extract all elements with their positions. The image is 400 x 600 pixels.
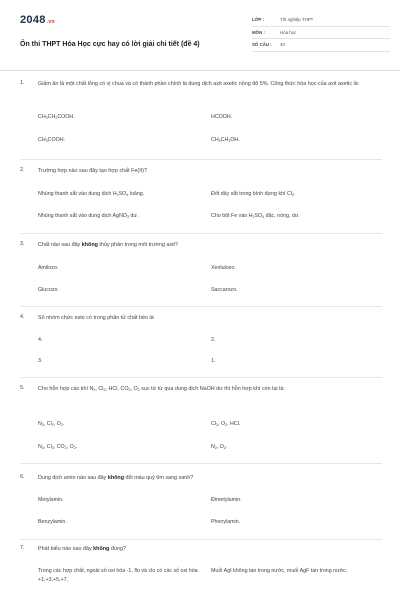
document-header	[20, 12, 390, 64]
option-d[interactable]: Cho bột Fe vào $H_2SO_4$ đặc, nóng, dư.	[211, 213, 300, 219]
option-c[interactable]: 3.	[38, 358, 43, 364]
option-a[interactable]: Amilozo.	[38, 265, 59, 271]
option-c[interactable]: $N_2$, $Cl_2$, $CO_2$, $O_2$.	[38, 444, 78, 450]
site-logo[interactable]	[20, 14, 55, 26]
meta-row-subject	[252, 27, 390, 40]
question-number: 2.	[20, 167, 25, 173]
option-a[interactable]: $CH_3CH_2COOH$.	[38, 114, 75, 120]
option-c[interactable]: Glucozo.	[38, 287, 59, 293]
question-number: 3.	[20, 241, 25, 247]
question-number: 6.	[20, 474, 25, 480]
option-b[interactable]: Xenlulozo.	[211, 265, 236, 271]
meta-table	[252, 14, 390, 52]
logo-suffix: .vn	[46, 19, 55, 25]
question-number: 1.	[20, 80, 25, 86]
question-text: Trường hợp nào sau đây tạo hợp chất Fe(II)?	[38, 168, 148, 174]
option-a[interactable]: Nhúng thanh sắt vào dung dịch $H_2SO_4$ loãng.	[38, 191, 145, 197]
logo-text: 2048	[20, 14, 46, 26]
question-text-emphasis: không	[107, 475, 124, 481]
question-divider	[20, 233, 382, 234]
question-text	[38, 545, 368, 554]
option-d[interactable]: 1.	[211, 358, 216, 364]
question-text-part: đúng?	[109, 546, 126, 552]
option-c[interactable]: $CH_3COOH$.	[38, 137, 66, 143]
option-a[interactable]: Trong các hợp chất, ngoài số oxi hóa -1, flo và clo có các số oxi hóa +1,+3,+5,+7.	[38, 568, 198, 583]
question-text-emphasis: không	[93, 546, 110, 552]
question-divider	[20, 539, 382, 540]
question-divider	[20, 159, 382, 160]
option-a[interactable]: $N_2$, $Cl_2$, $O_2$.	[38, 421, 65, 427]
question-text-part: Phát biểu nào sau đây	[38, 546, 94, 552]
question-divider	[20, 463, 382, 464]
question-number: 4.	[20, 314, 25, 320]
meta-value: Hóa học	[280, 29, 297, 35]
page-title: Ôn thi THPT Hóa Học cực hay có lời giải chi tiết (đề 4)	[20, 41, 200, 48]
meta-key: LỚP :	[252, 17, 264, 23]
question-text: Cho hỗn hợp các khí $N_2$, $Cl_2$, HCl, $CO_2$, $O_2$ sục từ từ qua dung dịch NaOH dư thì hỗn hợp khí còn lại là:	[38, 386, 285, 392]
question-text-part: thủy phân trong môi trường axit?	[97, 242, 178, 248]
option-b[interactable]: HCOOH.	[211, 114, 233, 120]
option-d[interactable]: Phenylamin.	[211, 519, 241, 525]
question-number: 5.	[20, 385, 25, 391]
question-text	[38, 241, 368, 250]
meta-row-count	[252, 39, 390, 52]
question-text: Số nhóm chức este có trong phân tử chất béo là	[38, 315, 154, 321]
meta-key: SỐ CÂU :	[252, 42, 272, 48]
option-b[interactable]: $Cl_2$, $O_2$, HCl.	[211, 421, 241, 427]
option-b[interactable]: Đimetylamin.	[211, 497, 242, 503]
question-divider	[20, 306, 382, 307]
meta-row-grade	[252, 14, 390, 27]
option-c[interactable]: Benzylamin.	[38, 519, 67, 525]
question-text-part: đổi màu quỳ tím sang xanh?	[124, 475, 194, 481]
question-text: Giấm ăn là một chất lỏng có vị chua và có thành phần chính là dung dịch axit axetic nồng độ 5%. Công thức hóa học của axit axetic là:	[38, 81, 360, 87]
meta-value: 40	[280, 42, 285, 48]
header-divider	[0, 70, 400, 71]
question-text-part: Dung dịch amin nào sau đây	[38, 475, 108, 481]
option-c[interactable]: Nhúng thanh sắt vào dung dịch AgNO$_3$ dư.	[38, 213, 139, 219]
question-number: 7.	[20, 545, 25, 551]
question-text-part: Chất nào sau đây	[38, 242, 82, 248]
option-d[interactable]: $CH_3CH_2OH$.	[211, 137, 240, 143]
question-text-emphasis: không	[81, 242, 98, 248]
option-a[interactable]: Metylamin.	[38, 497, 64, 503]
meta-value: Tốt nghiệp THPT	[280, 17, 314, 23]
option-a[interactable]: 4.	[38, 337, 43, 343]
option-d[interactable]: $N_2$, $O_2$.	[211, 444, 228, 450]
question-divider	[20, 377, 382, 378]
option-b[interactable]: 2.	[211, 337, 216, 343]
option-b[interactable]: Đốt dây sắt trong bình đựng khí $Cl_2$.	[211, 191, 296, 197]
option-d[interactable]: Saccarozo.	[211, 287, 238, 293]
question-text	[38, 474, 368, 483]
meta-key: MÔN :	[252, 29, 265, 35]
option-b[interactable]: Muối AgI không tan trong nước, muối AgF tan trong nước.	[211, 568, 348, 574]
